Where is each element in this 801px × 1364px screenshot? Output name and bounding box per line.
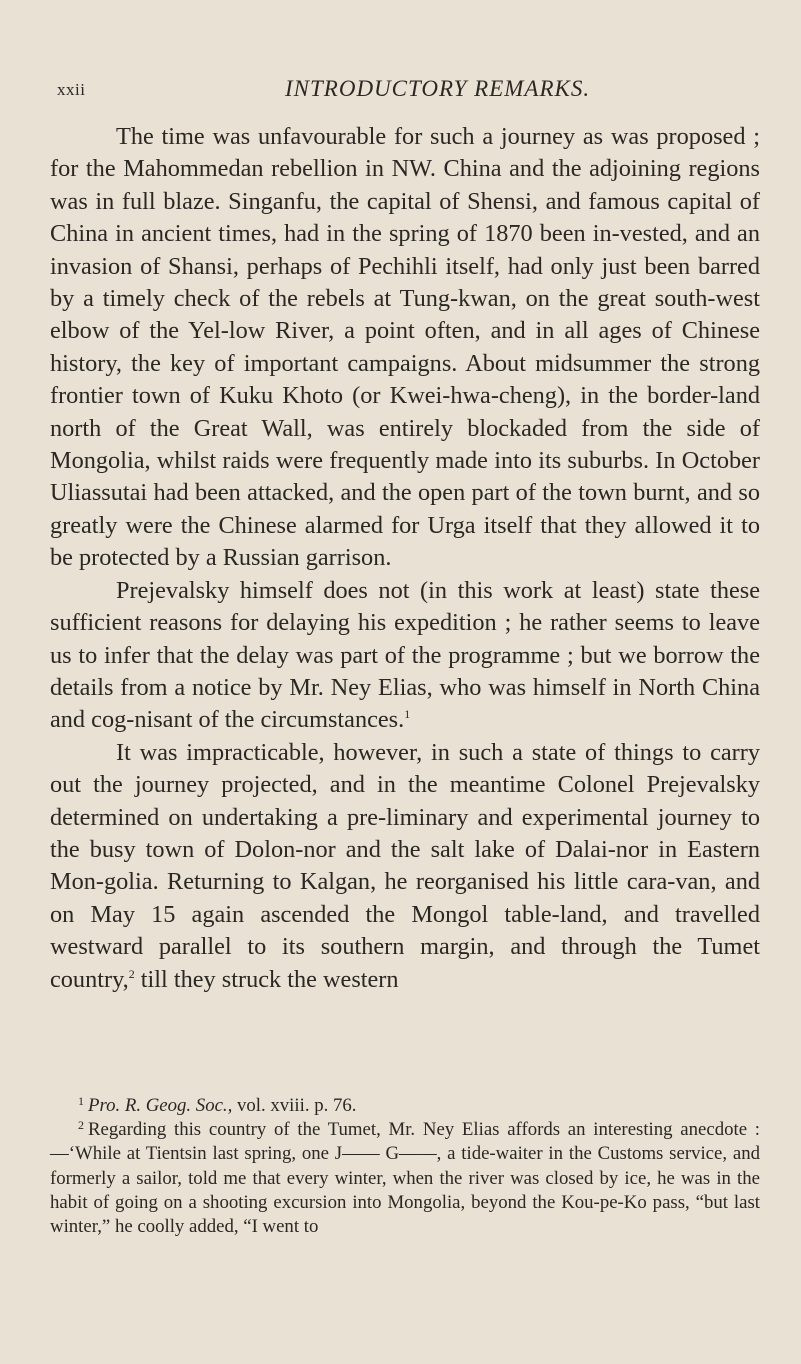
page-number: xxii [57,80,86,99]
main-text [50,121,760,996]
paragraph-1-text: The time was unfavourable for such a journey as was proposed ; for the Mahommedan rebellion in NW. China and the adjoining regions was in full blaze. Singanfu, the capital of Shensi, and famous capital of China in ancient times, had in the spring of 1870 been in-vested, and an invasion of Shansi, perhaps of Pechihli itself, had only just been barred by a timely check of the rebels at Tung-kwan, on the great south-west elbow of the Yel-low River, a point often, and in all ages of Chinese history, the key of important campaigns. About midsummer the strong frontier town of Kuku Khoto (or Kwei-hwa-cheng), in the border-land north of the Great Wall, was entirely blockaded from the side of Mongolia, whilst raids were frequently made into its suburbs. In October Uliassutai had been attacked, and the open part of the town burnt, and so greatly were the Chinese alarmed for Urga itself that they allowed it to be protected by a Russian garrison. [50,123,760,572]
footnote-1-journal: Pro. R. Geog. Soc., [88,1095,233,1116]
paragraph-3-text-continued: till they struck the western [134,965,399,993]
footnote-1-text: vol. xviii. p. 76. [232,1095,357,1116]
footnote-2-text: Regarding this country of the Tumet, Mr. Ney Elias affords an interesting anecdote :—‘While at Tientsin last spring, one J—— G——, a tide-waiter in the Customs service, and formerly a sailor, told me that every winter, when the river was closed by ice, he was in the habit of going on a shooting excursion into Mongolia, beyond the Kou-pe-Ko pass, “but last winter,” he coolly added, “I went to [50,1119,760,1238]
paragraph-2 [50,575,760,737]
page-header [57,76,761,110]
footnotes [50,1094,760,1239]
footnote-2-number: 2 [78,1118,84,1133]
footnote-2 [50,1118,760,1239]
footnote-ref-1[interactable]: 1 [404,707,411,722]
footnote-1 [50,1094,760,1118]
paragraph-3 [50,737,760,996]
paragraph-3-text: It was impracticable, however, in such a state of things to carry out the journey projected, and in the meantime Colonel Prejevalsky determined on undertaking a pre-liminary and experimental journey to the busy town of Dolon-nor and the salt lake of Dalai-nor in Eastern Mon-golia. Returning to Kalgan, he reorganised his little cara-van, and on May 15 again ascended the Mongol table-land, and travelled westward parallel to its southern margin, and through the Tumet country, [50,738,760,993]
footnote-ref-2[interactable]: 2 [128,966,135,981]
running-title: INTRODUCTORY REMARKS. [285,76,591,101]
paragraph-1 [50,121,760,575]
paragraph-2-text: Prejevalsky himself does not (in this work at least) state these sufficient reasons for delaying his expedition ; he rather seems to leave us to infer that the delay was part of the programme ; but we borrow the details from a notice by Mr. Ney Elias, who was himself in North China and cog-nisant of the circumstances. [50,576,760,734]
footnote-1-number: 1 [78,1094,84,1108]
